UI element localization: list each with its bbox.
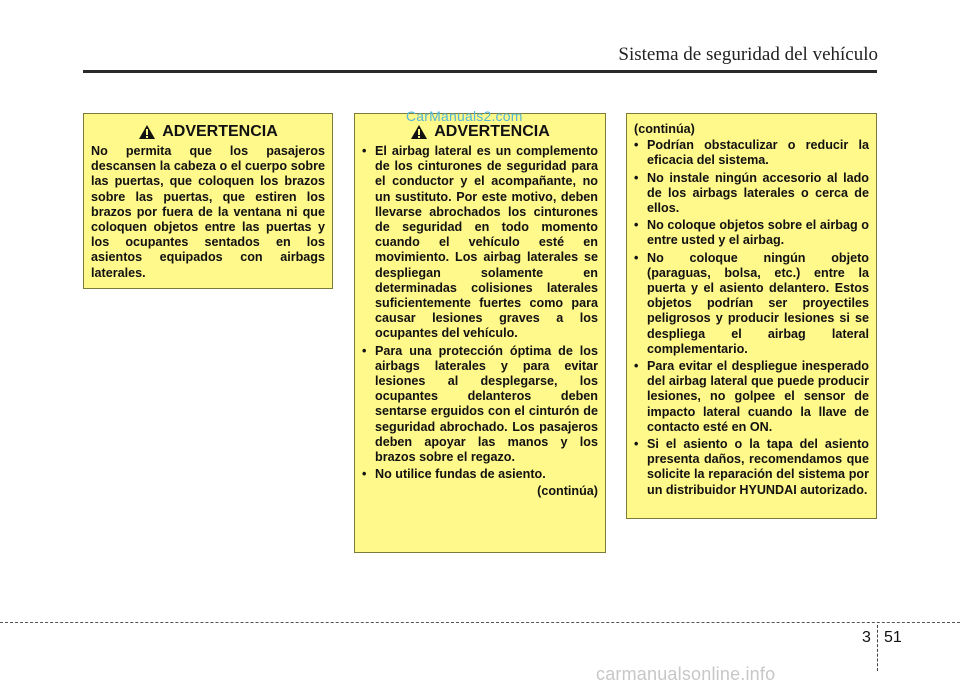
- list-item: • Si el asiento o la tapa del asiento presenta daños, recomendamos que solicite la reparación del sistema por un distribuidor HYUNDAI autorizado.: [634, 437, 869, 498]
- warning-box-continued: [626, 113, 877, 519]
- list-item: • No coloque ningún objeto (paraguas, bolsa, etc.) entre la puerta y el asiento delantero. Estos objetos podrían ser proyectiles peligrosos y producir lesiones si se despliega el airbag lateral complementario.: [634, 251, 869, 357]
- list-item: • Para una protección óptima de los airbags laterales y para evitar lesiones al desplegarse, los ocupantes delanteros deben sentarse erguidos con el cinturón de seguridad abrochado. Los pasajeros deben apoyar las manos y los brazos sobre el regazo.: [362, 344, 598, 466]
- continued-label: (continúa): [634, 122, 695, 136]
- footer-vertical-divider: [877, 625, 878, 671]
- chapter-number: 3: [862, 629, 871, 646]
- page-number: 51: [884, 629, 902, 646]
- continued-label: (continúa): [537, 484, 598, 499]
- warning-triangle-icon: [138, 124, 156, 140]
- warning-box-head-rest: [83, 113, 333, 289]
- list-item: • Para evitar el despliegue inesperado del airbag lateral que puede producir lesiones, no golpee el sensor de impacto lateral cuando la llave de contacto esté en ON.: [634, 359, 869, 435]
- header-rule: [83, 70, 877, 73]
- watermark-top: CarManuals2.com: [406, 108, 523, 124]
- warning-body-text: No permita que los pasajeros descansen la cabeza o el cuerpo sobre las puertas, que coloquen los brazos sobre las puertas, que estiren los brazos por fuera de la ventana ni que coloquen objetos entre las puertas y los ocupantes sentados en los asientos equipados con airbags laterales.: [91, 144, 325, 280]
- list-item: • No coloque objetos sobre el airbag o entre usted y el airbag.: [634, 218, 869, 248]
- list-item: • No instale ningún accesorio al lado de los airbags laterales o cerca de ellos.: [634, 171, 869, 217]
- warning-heading-label: ADVERTENCIA: [434, 123, 550, 141]
- list-item: • No utilice fundas de asiento.: [362, 467, 598, 482]
- list-item: • Podrían obstaculizar o reducir la eficacia del sistema.: [634, 138, 869, 168]
- warning-bullet-list: [362, 144, 598, 482]
- warning-heading: [362, 122, 598, 142]
- page-header-title: Sistema de seguridad del vehículo: [618, 44, 878, 65]
- list-item: • El airbag lateral es un complemento de los cinturones de seguridad para el conductor y el acompañante, no un sustituto. Por este motivo, deben llevarse abrochados los cinturones de seguridad en todo momento cuando el vehículo esté en movimiento. Los airbag laterales se despliegan solamente en determinadas colisiones laterales suficientemente fuertes como para causar lesiones graves a los ocupantes del vehículo.: [362, 144, 598, 342]
- warning-box-side-airbag: [354, 113, 606, 553]
- warning-heading-label: ADVERTENCIA: [162, 123, 278, 141]
- footer-dashed-rule: [0, 622, 960, 623]
- warning-bullet-list: [634, 138, 869, 498]
- warning-heading: [91, 122, 325, 142]
- warning-triangle-icon: [410, 124, 428, 140]
- watermark-bottom: carmanualsonline.info: [596, 664, 776, 684]
